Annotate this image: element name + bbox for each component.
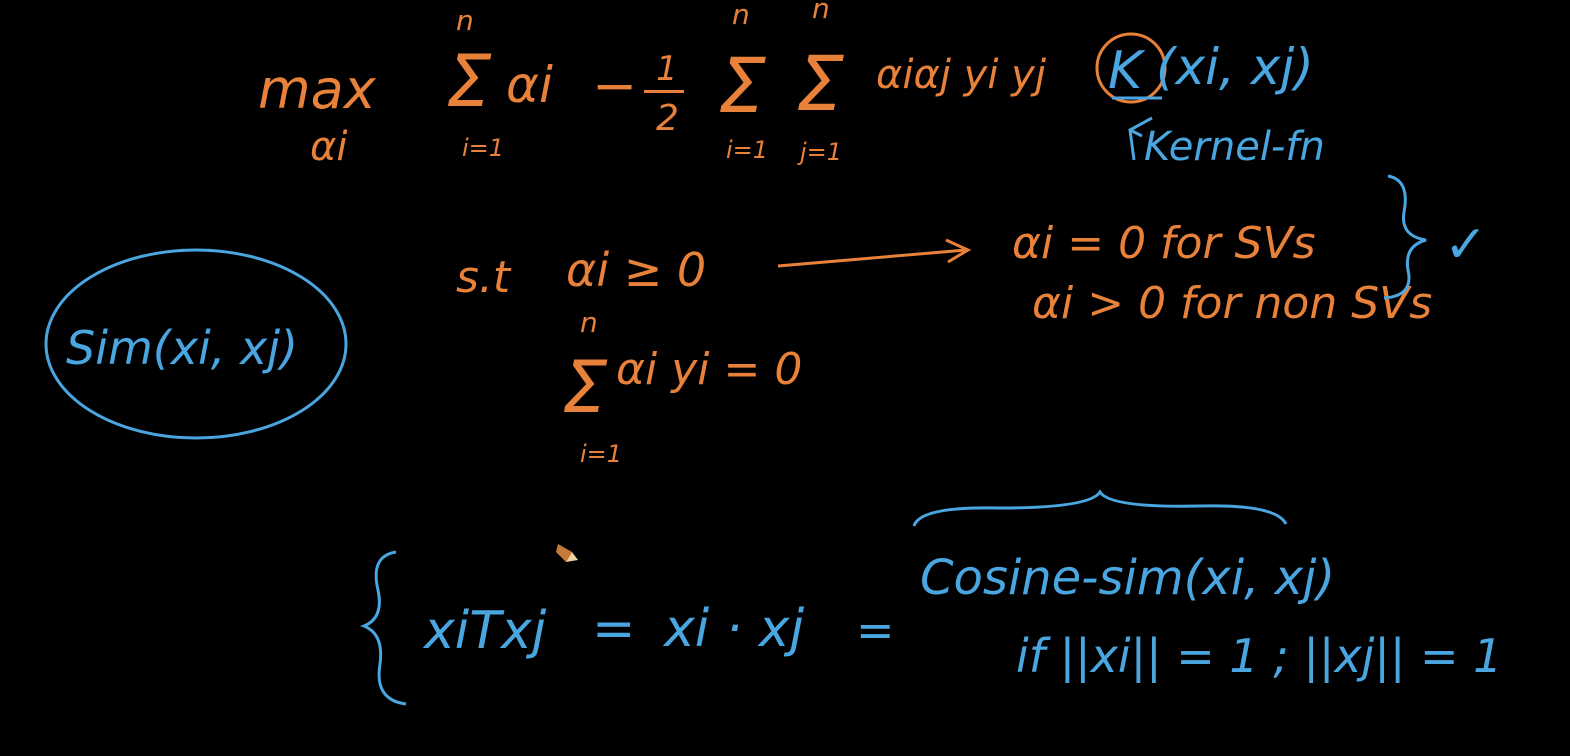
left-curly-brace [364, 552, 406, 704]
max-subscript: αi [310, 124, 348, 170]
objective-function [258, 0, 1047, 170]
dot-product-row [364, 492, 1502, 704]
check-mark: ✓ [1444, 215, 1488, 275]
fraction-bar [644, 90, 684, 93]
constraint-sum-sigma: Σ [562, 345, 608, 429]
max-label: max [258, 58, 376, 121]
equals-sign-2: = [856, 603, 895, 657]
kernel-term [1097, 34, 1325, 170]
dot-mid: xi · xj [664, 599, 805, 659]
sum1-upper: n [456, 4, 474, 37]
sum3-sigma: Σ [796, 39, 845, 128]
constraint-sum-equation: αi yi = 0 [616, 344, 803, 395]
sum2-sigma: Σ [718, 41, 767, 130]
minus-sign: − [592, 54, 638, 117]
sum1-term: αi [506, 56, 553, 114]
similarity-label: Sim(xi, xj) [66, 321, 298, 375]
alpha-constraint: αi ≥ 0 [566, 243, 707, 297]
over-brace [914, 492, 1286, 526]
nonsv-line: αi > 0 for non SVs [1032, 278, 1433, 329]
unit-norm-condition: if ||xi|| = 1 ; ||xj|| = 1 [1016, 629, 1503, 683]
sum2-upper: n [732, 0, 750, 31]
equals-sign-1: = [592, 599, 636, 659]
half-denominator: 2 [656, 98, 679, 139]
sum3-lower: j=1 [800, 138, 843, 166]
sum1-lower: i=1 [462, 134, 505, 162]
sv-line: αi = 0 for SVs [1012, 218, 1316, 269]
constraints [456, 218, 1432, 468]
similarity-note [46, 250, 346, 438]
kernel-args: (xi, xj) [1156, 38, 1314, 96]
sum3-upper: n [812, 0, 830, 25]
constraint-sum-lower: i=1 [580, 440, 623, 468]
kernel-letter: K [1108, 41, 1143, 101]
sum1-sigma: Σ [446, 39, 492, 123]
st-label: s.t [456, 252, 511, 303]
product-terms: αiαj yi yj [876, 52, 1046, 98]
cosine-sim: Cosine-sim(xi, xj) [920, 550, 1336, 606]
constraint-sum-upper: n [580, 306, 598, 339]
kernel-annotation: Kernel-fn [1144, 124, 1325, 170]
sum2-lower: i=1 [726, 136, 769, 164]
half-numerator: 1 [656, 49, 678, 89]
dot-lhs: xiTxj [424, 601, 547, 661]
implication-arrow-shaft [778, 250, 966, 266]
pencil-cursor-icon [556, 544, 578, 562]
